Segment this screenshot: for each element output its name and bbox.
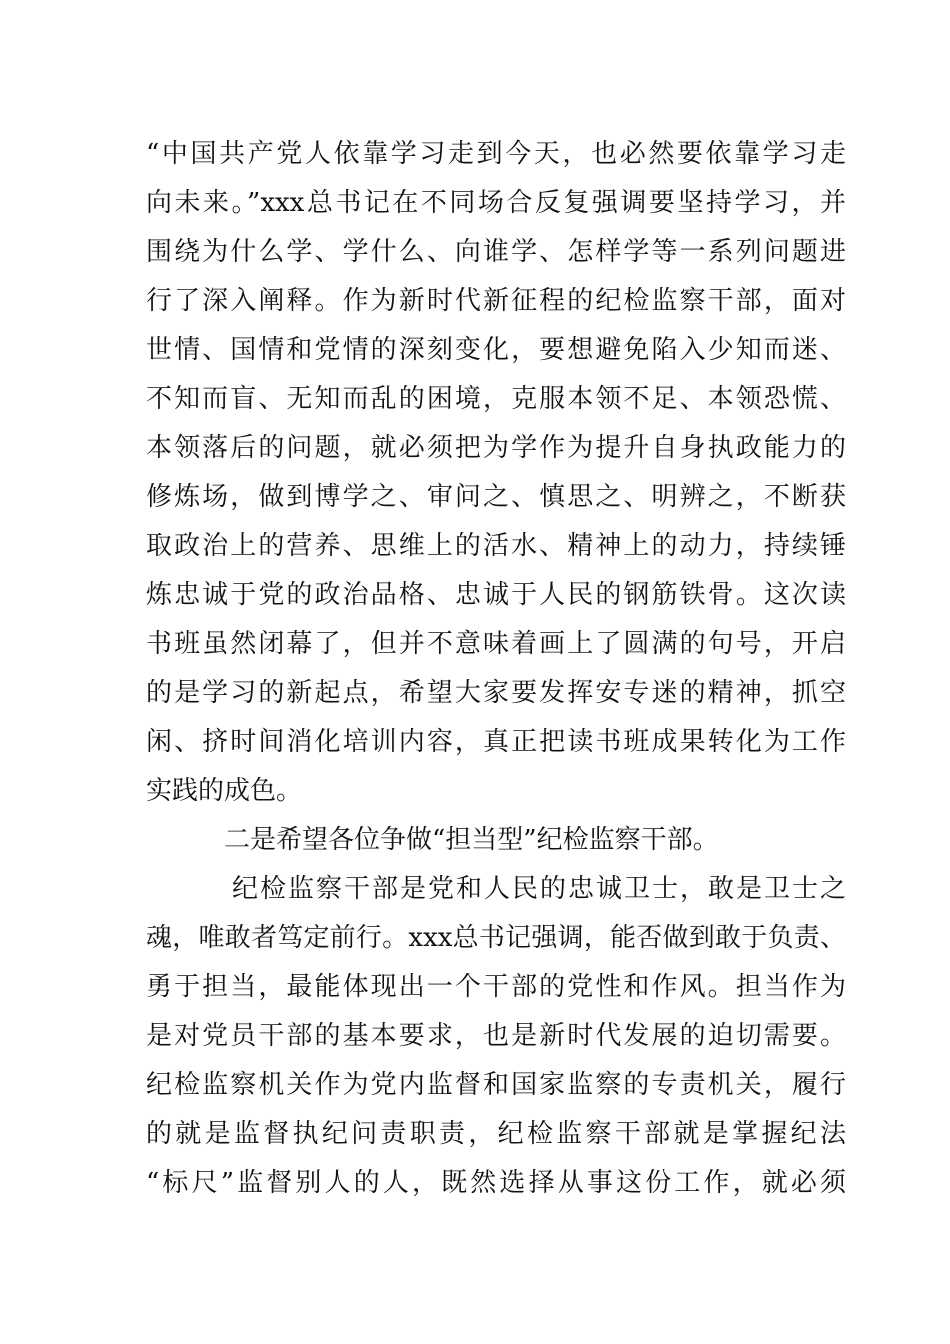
body-text bbox=[146, 130, 846, 1208]
text-line: 的是学习的新起点，希望大家要发挥安专迷的精神，抓空 bbox=[146, 678, 846, 708]
text-line: 炼忠诚于党的政治品格、忠诚于人民的钢筋铁骨。这次读 bbox=[146, 580, 846, 610]
text-line: 的就是监督执纪问责职责，纪检监察干部就是掌握纪法 bbox=[146, 1119, 846, 1149]
text-line: 不知而盲、无知而乱的困境，克服本领不足、本领恐慌、 bbox=[146, 384, 846, 414]
text-line: “标尺”监督别人的人，既然选择从事这份工作，就必须 bbox=[146, 1168, 846, 1198]
text-line: 是对党员干部的基本要求，也是新时代发展的迫切需要。 bbox=[146, 1021, 846, 1051]
text-line: 世情、国情和党情的深刻变化，要想避免陷入少知而迷、 bbox=[146, 335, 846, 365]
text-line: 闲、挤时间消化培训内容，真正把读书班成果转化为工作 bbox=[146, 727, 846, 757]
text-line: 围绕为什么学、学什么、向谁学、怎样学等一系列问题进 bbox=[146, 237, 846, 267]
text-line: 行了深入阐释。作为新时代新征程的纪检监察干部，面对 bbox=[146, 286, 846, 316]
text-line: 纪检监察机关作为党内监督和国家监察的专责机关，履行 bbox=[146, 1070, 846, 1100]
text-line: 向未来。”xxx总书记在不同场合反复强调要坚持学习，并 bbox=[146, 188, 846, 218]
text-line: 取政治上的营养、思维上的活水、精神上的动力，持续锤 bbox=[146, 531, 846, 561]
section-heading: 二是希望各位争做“担当型”纪检监察干部。 bbox=[224, 825, 719, 855]
text-line: 书班虽然闭幕了，但并不意味着画上了圆满的句号，开启 bbox=[146, 629, 846, 659]
text-line: “中国共产党人依靠学习走到今天，也必然要依靠学习走 bbox=[146, 139, 846, 169]
text-line: 纪检监察干部是党和人民的忠诚卫士，敢是卫士之 bbox=[232, 874, 846, 904]
text-line: 修炼场，做到博学之、审问之、慎思之、明辨之，不断获 bbox=[146, 482, 846, 512]
text-line: 实践的成色。 bbox=[146, 776, 303, 806]
text-line: 勇于担当，最能体现出一个干部的党性和作风。担当作为 bbox=[146, 972, 846, 1002]
text-line: 本领落后的问题，就必须把为学作为提升自身执政能力的 bbox=[146, 433, 846, 463]
text-line: 魂，唯敢者笃定前行。xxx总书记强调，能否做到敢于负责、 bbox=[146, 923, 846, 953]
